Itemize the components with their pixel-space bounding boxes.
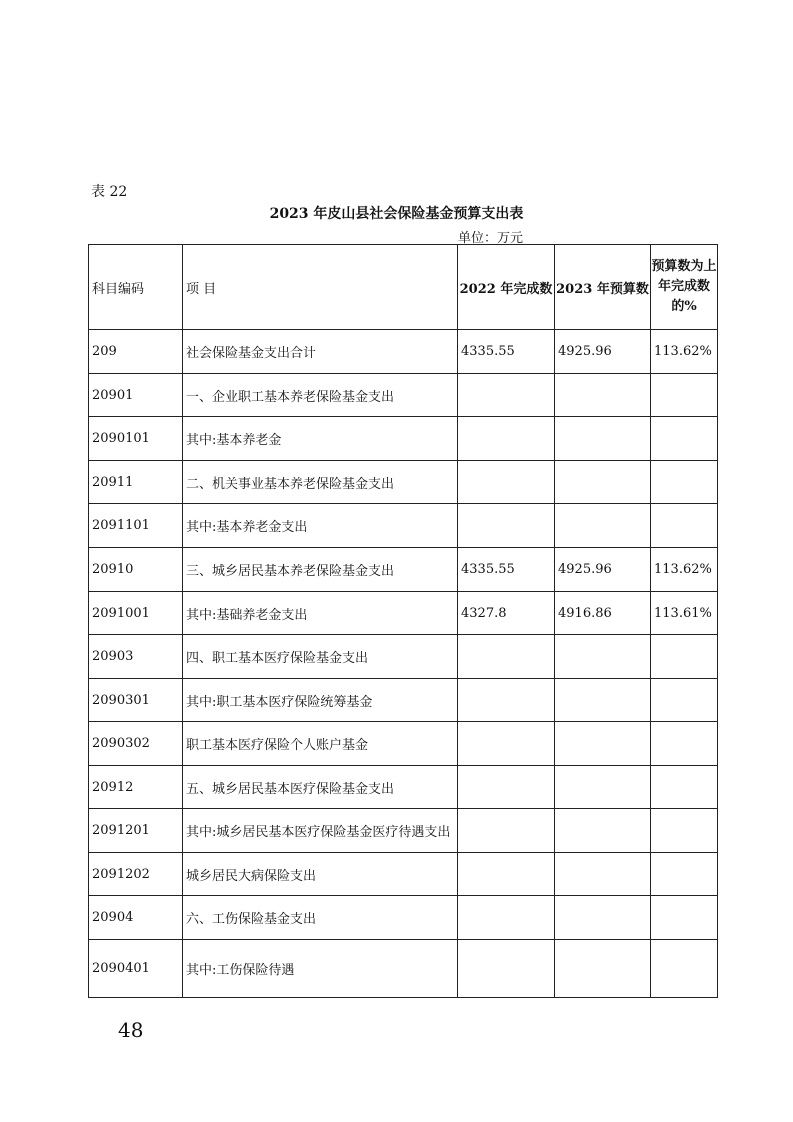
- cell-pct: [651, 417, 718, 461]
- cell-code: 20910: [89, 548, 183, 592]
- cell-budget-2023: [555, 896, 651, 940]
- table-row: [89, 548, 718, 592]
- cell-pct: [651, 461, 718, 504]
- cell-budget-2023: [555, 940, 651, 998]
- cell-code: 20903: [89, 635, 183, 679]
- cell-completed-2022: [458, 461, 555, 504]
- cell-item: 其中:城乡居民基本医疗保险基金医疗待遇支出: [183, 809, 458, 853]
- header-completed-2022: 2022 年完成数: [458, 245, 555, 330]
- cell-budget-2023: 4925.96: [555, 548, 651, 592]
- cell-completed-2022: [458, 679, 555, 722]
- cell-pct: [651, 853, 718, 896]
- cell-completed-2022: [458, 374, 555, 417]
- cell-item: 一、企业职工基本养老保险基金支出: [183, 374, 458, 417]
- table-row: [89, 722, 718, 766]
- cell-code: 2091201: [89, 809, 183, 853]
- budget-table: [88, 244, 718, 998]
- cell-completed-2022: 4335.55: [458, 330, 555, 374]
- header-code: 科目编码: [89, 245, 183, 330]
- cell-pct: [651, 722, 718, 766]
- cell-code: 20901: [89, 374, 183, 417]
- cell-item: 其中:基本养老金: [183, 417, 458, 461]
- cell-pct: [651, 504, 718, 548]
- cell-completed-2022: [458, 417, 555, 461]
- cell-budget-2023: [555, 722, 651, 766]
- table-row: [89, 330, 718, 374]
- page-number: 48: [118, 1018, 144, 1042]
- table-row: [89, 853, 718, 896]
- cell-code: 20904: [89, 896, 183, 940]
- cell-code: 2090401: [89, 940, 183, 998]
- cell-pct: [651, 635, 718, 679]
- cell-item: 其中:工伤保险待遇: [183, 940, 458, 998]
- table-row: [89, 896, 718, 940]
- cell-code: 20912: [89, 766, 183, 809]
- header-row: [89, 245, 718, 330]
- cell-item: 五、城乡居民基本医疗保险基金支出: [183, 766, 458, 809]
- cell-item: 四、职工基本医疗保险基金支出: [183, 635, 458, 679]
- cell-completed-2022: [458, 896, 555, 940]
- table-row: [89, 504, 718, 548]
- cell-item: 其中:基本养老金支出: [183, 504, 458, 548]
- cell-code: 2091202: [89, 853, 183, 896]
- cell-budget-2023: [555, 766, 651, 809]
- cell-completed-2022: [458, 722, 555, 766]
- cell-code: 2090101: [89, 417, 183, 461]
- cell-budget-2023: [555, 504, 651, 548]
- table-row: [89, 809, 718, 853]
- table-row: [89, 766, 718, 809]
- cell-item: 其中:职工基本医疗保险统筹基金: [183, 679, 458, 722]
- cell-pct: 113.62%: [651, 548, 718, 592]
- cell-code: 20911: [89, 461, 183, 504]
- page-title: 2023 年皮山县社会保险基金预算支出表: [269, 206, 524, 222]
- table-row: [89, 417, 718, 461]
- cell-code: 2091101: [89, 504, 183, 548]
- cell-budget-2023: [555, 417, 651, 461]
- cell-pct: [651, 766, 718, 809]
- cell-completed-2022: [458, 853, 555, 896]
- cell-pct: [651, 940, 718, 998]
- cell-pct: 113.62%: [651, 330, 718, 374]
- cell-budget-2023: 4916.86: [555, 592, 651, 635]
- cell-pct: [651, 374, 718, 417]
- cell-pct: 113.61%: [651, 592, 718, 635]
- header-item: 项 目: [183, 245, 458, 330]
- cell-budget-2023: [555, 679, 651, 722]
- cell-budget-2023: [555, 374, 651, 417]
- cell-item: 其中:基础养老金支出: [183, 592, 458, 635]
- cell-item: 社会保险基金支出合计: [183, 330, 458, 374]
- unit-label: 单位：万元: [458, 231, 524, 246]
- cell-budget-2023: 4925.96: [555, 330, 651, 374]
- cell-code: 2090301: [89, 679, 183, 722]
- cell-completed-2022: [458, 504, 555, 548]
- table-label: 表 22: [91, 184, 128, 200]
- cell-item: 二、机关事业基本养老保险基金支出: [183, 461, 458, 504]
- table-row: [89, 374, 718, 417]
- cell-item: 职工基本医疗保险个人账户基金: [183, 722, 458, 766]
- cell-completed-2022: 4335.55: [458, 548, 555, 592]
- table-row: [89, 461, 718, 504]
- cell-budget-2023: [555, 809, 651, 853]
- cell-completed-2022: [458, 940, 555, 998]
- header-budget-2023: 2023 年预算数: [555, 245, 651, 330]
- cell-pct: [651, 896, 718, 940]
- cell-code: 209: [89, 330, 183, 374]
- cell-pct: [651, 679, 718, 722]
- cell-budget-2023: [555, 635, 651, 679]
- cell-completed-2022: 4327.8: [458, 592, 555, 635]
- table-row: [89, 679, 718, 722]
- header-pct: 预算数为上年完成数的%: [651, 245, 718, 330]
- table-row: [89, 940, 718, 998]
- cell-code: 2091001: [89, 592, 183, 635]
- cell-budget-2023: [555, 853, 651, 896]
- cell-completed-2022: [458, 766, 555, 809]
- table-row: [89, 592, 718, 635]
- cell-item: 六、工伤保险基金支出: [183, 896, 458, 940]
- cell-completed-2022: [458, 809, 555, 853]
- cell-code: 2090302: [89, 722, 183, 766]
- cell-completed-2022: [458, 635, 555, 679]
- cell-item: 城乡居民大病保险支出: [183, 853, 458, 896]
- table-row: [89, 635, 718, 679]
- cell-budget-2023: [555, 461, 651, 504]
- cell-item: 三、城乡居民基本养老保险基金支出: [183, 548, 458, 592]
- cell-pct: [651, 809, 718, 853]
